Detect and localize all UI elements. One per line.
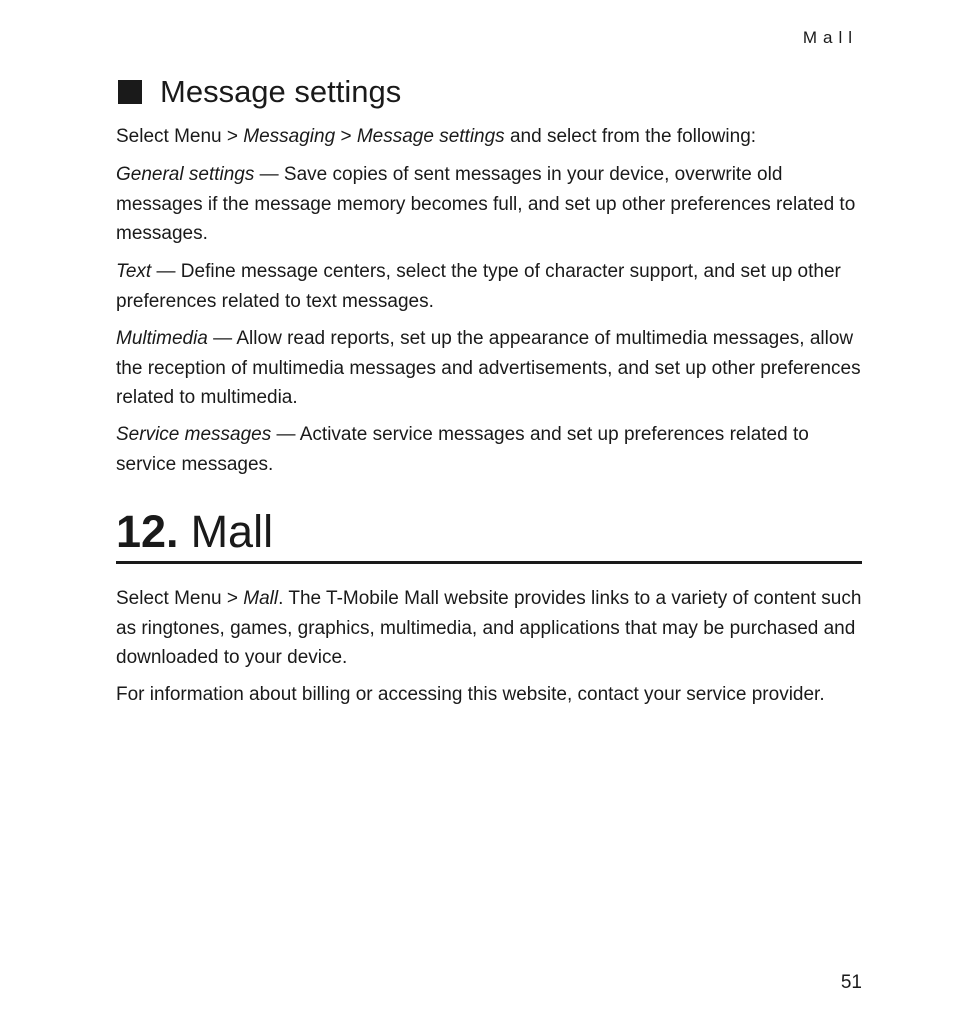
chapter-paragraph-1: [116, 584, 862, 673]
section-heading: [116, 74, 401, 110]
running-header: Mall: [802, 28, 858, 47]
chapter-title-text: Mall: [190, 506, 274, 557]
entry-multimedia: [116, 324, 862, 413]
chapter-title: [116, 505, 862, 564]
entry-description: — Activate service messages and set up preferences related to service messages.: [116, 424, 809, 475]
entry-term: Multimedia: [116, 328, 208, 349]
para-sep: >: [221, 588, 244, 609]
entry-term: Text: [116, 261, 152, 282]
intro-tail: and select from the following:: [504, 126, 757, 147]
entry-general-settings: [116, 160, 862, 249]
intro-sep2: >: [335, 126, 357, 147]
entry-service-messages: [116, 420, 862, 479]
section-heading-text: Message settings: [160, 74, 402, 109]
para-path-mall: Mall: [243, 588, 279, 609]
intro-path-messaging: Messaging: [243, 126, 336, 147]
chapter-paragraph-2: For information about billing or accessing this website, contact your service provider.: [116, 684, 825, 705]
intro-sep1: >: [221, 126, 244, 147]
entry-description: — Allow read reports, set up the appearance of multimedia messages, allow the reception of multimedia messages and advertisements, and set up other preferences related to multimedia.: [116, 328, 861, 408]
page-number: 51: [840, 972, 862, 993]
intro-path-message-settings: Message settings: [356, 126, 505, 147]
entry-term: Service messages: [116, 424, 272, 445]
intro-select: Select: [116, 126, 169, 147]
chapter-number: 12.: [116, 506, 179, 557]
entry-text: [116, 257, 862, 316]
para-select: Select: [116, 588, 169, 609]
entry-term: General settings: [116, 164, 255, 185]
square-bullet-icon: [118, 80, 142, 104]
section-intro: [116, 122, 756, 152]
intro-menu: Menu: [174, 126, 222, 147]
entry-description: — Define message centers, select the type of character support, and set up other preferences related to text messages.: [116, 261, 841, 312]
entry-description: — Save copies of sent messages in your device, overwrite old messages if the message memory becomes full, and set up other preferences related to messages.: [116, 164, 856, 244]
para-menu: Menu: [174, 588, 222, 609]
para-tail: . The T-Mobile Mall website provides links to a variety of content such as ringtones, games, graphics, multimedia, and applications that may be purchased and downloaded to your device.: [116, 588, 862, 668]
